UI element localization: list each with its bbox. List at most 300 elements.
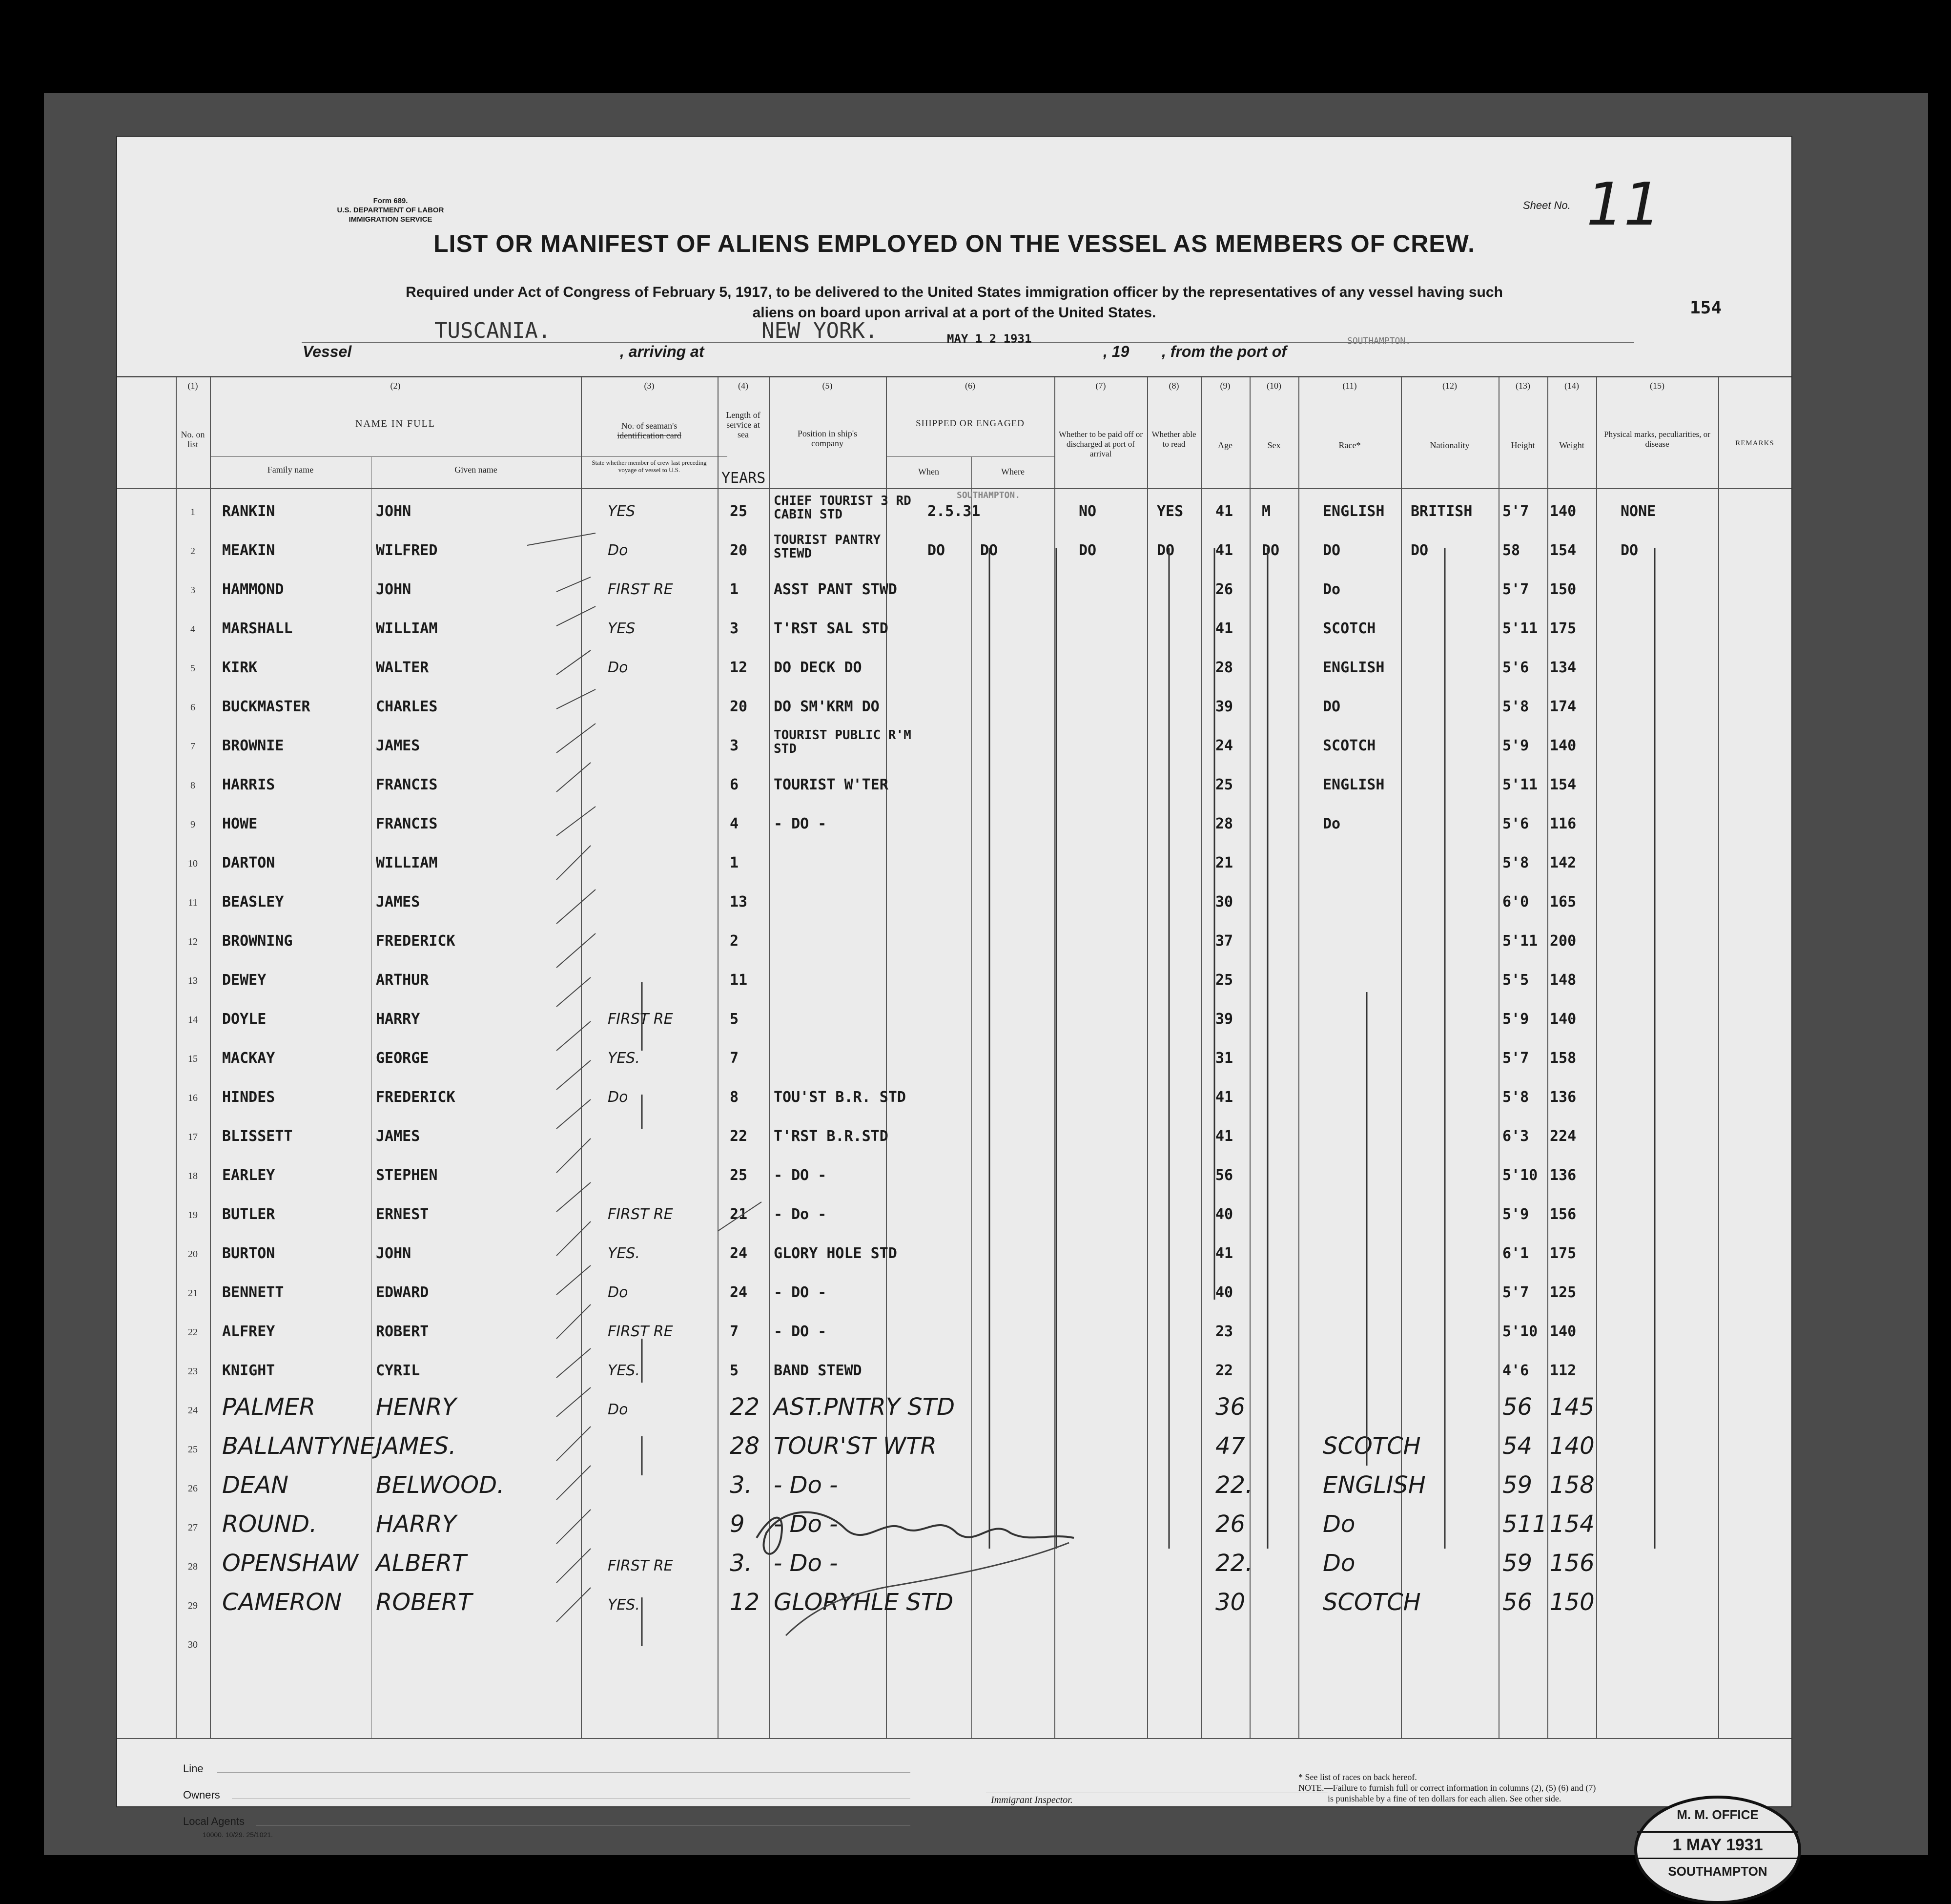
col-15-number: (15)	[1650, 381, 1664, 391]
col-7-number: (7)	[1095, 381, 1106, 391]
weight: 224	[1550, 1128, 1577, 1145]
position: - DO -	[774, 815, 827, 832]
position: - Do -	[774, 1550, 838, 1577]
race: ENGLISH	[1323, 1471, 1426, 1499]
row-number: 19	[188, 1210, 198, 1221]
row-number: 29	[188, 1600, 198, 1611]
col-13-number: (13)	[1516, 381, 1530, 391]
row-number: 6	[190, 702, 195, 713]
sex: DO	[1262, 542, 1280, 559]
position: - Do -	[774, 1511, 838, 1538]
row-number: 3	[190, 585, 195, 596]
position: T'RST B.R.STD	[774, 1128, 888, 1145]
height: 5'7	[1502, 581, 1529, 598]
given-name: HARRY	[376, 1511, 456, 1538]
position: CHIEF TOURIST 3 RD CABIN STD	[774, 494, 911, 522]
years-service: 4	[730, 815, 739, 832]
family-name: OPENSHAW	[222, 1550, 358, 1577]
sex: M	[1262, 503, 1271, 520]
inspector-label: Immigrant Inspector.	[991, 1795, 1073, 1805]
weight: 140	[1550, 737, 1577, 754]
col-11-number: (11)	[1342, 381, 1357, 391]
row-number: 14	[188, 1014, 198, 1025]
shipped-subheader-rule	[886, 456, 1054, 457]
years-service: 24	[730, 1245, 748, 1262]
arrival-date: MAY 1 2 1931	[947, 332, 1032, 346]
row-number: 11	[188, 897, 198, 908]
height: 56	[1502, 1393, 1533, 1421]
height: 6'3	[1502, 1128, 1529, 1145]
height: 5'11	[1502, 932, 1538, 950]
physical-marks: DO	[1621, 542, 1639, 559]
age: 25	[1215, 776, 1233, 793]
from-port-label: , from the port of	[1162, 343, 1287, 360]
position: DO SM'KRM DO	[774, 698, 880, 715]
age: 31	[1215, 1050, 1233, 1067]
stamp-bottom-text: SOUTHAMPTON	[1668, 1864, 1767, 1879]
given-name: FREDERICK	[376, 932, 455, 950]
family-name: HARRIS	[222, 776, 275, 793]
height: 5'6	[1502, 815, 1529, 832]
footer-owners-label: Owners	[183, 1789, 220, 1801]
race: DO	[1323, 542, 1341, 559]
weight: 140	[1550, 1323, 1577, 1340]
col-8-label: Whether able to read	[1151, 430, 1196, 449]
weight: 116	[1550, 815, 1577, 832]
race: SCOTCH	[1323, 620, 1376, 637]
position: TOU'ST B.R. STD	[774, 1089, 906, 1106]
given-name: JOHN	[376, 1245, 411, 1262]
col-12-label: Nationality	[1430, 440, 1470, 450]
age: 41	[1215, 542, 1233, 559]
row-number: 22	[188, 1327, 198, 1338]
years-service: 28	[730, 1432, 760, 1460]
row-number: 16	[188, 1093, 198, 1103]
given-name: FREDERICK	[376, 1089, 455, 1106]
weight: 158	[1550, 1050, 1577, 1067]
previous-voyage: YES.	[608, 1245, 640, 1262]
col-10-number: (10)	[1267, 381, 1281, 391]
age: 22.	[1215, 1550, 1253, 1577]
position: AST.PNTRY STD	[774, 1393, 955, 1421]
col-4-label: Length of service at sea	[726, 410, 760, 439]
height: 58	[1502, 542, 1520, 559]
given-name: WILLIAM	[376, 620, 438, 637]
previous-voyage: Do	[608, 659, 628, 676]
age: 28	[1215, 659, 1233, 676]
height: 5'6	[1502, 659, 1529, 676]
given-name: CYRIL	[376, 1362, 420, 1379]
row-number: 17	[188, 1132, 198, 1142]
given-name: HARRY	[376, 1011, 420, 1028]
age: 21	[1215, 854, 1233, 871]
given-name: ROBERT	[376, 1589, 472, 1616]
family-name: BROWNIE	[222, 737, 284, 754]
physical-marks: NONE	[1621, 503, 1656, 520]
years-service: 2	[730, 932, 739, 950]
given-name: HENRY	[376, 1393, 456, 1421]
family-name: HOWE	[222, 815, 258, 832]
weight: 150	[1550, 581, 1577, 598]
vessel-label: Vessel	[303, 343, 352, 360]
years-service: 1	[730, 581, 739, 598]
given-name: ALBERT	[376, 1550, 467, 1577]
height: 6'1	[1502, 1245, 1529, 1262]
previous-voyage: FIRST RE	[608, 1206, 673, 1223]
family-name: BENNETT	[222, 1284, 284, 1301]
col-3-note: State whether member of crew last preceding voyage of vessel to U.S.	[592, 459, 707, 474]
years-service: 24	[730, 1284, 748, 1301]
position: TOURIST PANTRY STEWD	[774, 533, 881, 561]
row-number: 27	[188, 1522, 198, 1533]
family-name: MARSHALL	[222, 620, 293, 637]
years-service: 20	[730, 542, 748, 559]
height: 56	[1502, 1589, 1533, 1616]
previous-voyage: FIRST RE	[608, 581, 673, 598]
weight: 148	[1550, 972, 1577, 989]
col-15-label: Physical marks, peculiarities, or disease	[1604, 430, 1710, 449]
stamp-top-text: M. M. OFFICE	[1677, 1807, 1759, 1822]
previous-voyage: FIRST RE	[608, 1323, 673, 1340]
weight: 140	[1550, 1011, 1577, 1028]
age: 23	[1215, 1323, 1233, 1340]
row-number: 13	[188, 975, 198, 986]
previous-voyage: Do	[608, 542, 628, 559]
position: TOURIST W'TER	[774, 776, 888, 793]
given-name: CHARLES	[376, 698, 438, 715]
footer-line-rule	[217, 1772, 910, 1773]
from-port: SOUTHAMPTON.	[1347, 336, 1411, 346]
given-name: JAMES	[376, 893, 420, 911]
col-10-label: Sex	[1267, 440, 1281, 450]
weight: 175	[1550, 620, 1577, 637]
years-service: 1	[730, 854, 739, 871]
given-name: JOHN	[376, 503, 411, 520]
years-service: 7	[730, 1323, 739, 1340]
col-3-label: No. of seaman's identification card	[617, 421, 681, 440]
age: 22	[1215, 1362, 1233, 1379]
row-number: 26	[188, 1483, 198, 1494]
given-name: FRANCIS	[376, 776, 438, 793]
years-service: 21	[730, 1206, 748, 1223]
years-service: 22	[730, 1128, 748, 1145]
row-number: 20	[188, 1249, 198, 1260]
position: - Do -	[774, 1206, 827, 1223]
row-number: 5	[190, 663, 195, 674]
family-name: KNIGHT	[222, 1362, 275, 1379]
row-number: 9	[190, 819, 195, 830]
years-service: 3	[730, 737, 739, 754]
shipped-where: DO	[980, 542, 998, 559]
previous-voyage: Do	[608, 1284, 628, 1301]
height: 5'5	[1502, 972, 1529, 989]
years-service: 3.	[730, 1550, 752, 1577]
weight: 145	[1550, 1393, 1595, 1421]
weight: 136	[1550, 1167, 1577, 1184]
position: DO DECK DO	[774, 659, 862, 676]
height: 5'11	[1502, 620, 1538, 637]
position: TOUR'ST WTR	[774, 1432, 937, 1460]
weight: 142	[1550, 854, 1577, 871]
form-number: Form 689.	[373, 197, 408, 205]
shipped-when: DO	[927, 542, 945, 559]
race: Do	[1323, 1511, 1355, 1538]
years-service: 11	[730, 972, 748, 989]
given-name: GEORGE	[376, 1050, 429, 1067]
position: BAND STEWD	[774, 1362, 862, 1379]
age: 26	[1215, 1511, 1246, 1538]
able-to-read: YES	[1157, 503, 1184, 520]
age: 41	[1215, 1128, 1233, 1145]
family-name: BEASLEY	[222, 893, 284, 911]
paid-off: NO	[1079, 503, 1097, 520]
years-service: 22	[730, 1393, 760, 1421]
age: 28	[1215, 815, 1233, 832]
family-name: BLISSETT	[222, 1128, 293, 1145]
family-name: DEAN	[222, 1471, 289, 1499]
previous-voyage: YES.	[608, 1596, 640, 1614]
position: - DO -	[774, 1323, 827, 1340]
position: - DO -	[774, 1167, 827, 1184]
position: GLORYHLE STD	[774, 1589, 954, 1616]
family-name: MACKAY	[222, 1050, 275, 1067]
height: 5'10	[1502, 1167, 1538, 1184]
department-name: U.S. DEPARTMENT OF LABOR	[337, 206, 444, 214]
given-name: ROBERT	[376, 1323, 429, 1340]
family-name: ROUND.	[222, 1511, 317, 1538]
years-service: 12	[730, 1589, 760, 1616]
nationality: BRITISH	[1411, 503, 1473, 520]
page-title: LIST OR MANIFEST OF ALIENS EMPLOYED ON THE VESSEL AS MEMBERS OF CREW.	[433, 230, 1475, 257]
age: 41	[1215, 620, 1233, 637]
given-name: WILLIAM	[376, 854, 438, 871]
weight: 165	[1550, 893, 1577, 911]
family-name: DARTON	[222, 854, 275, 871]
years-service: 20	[730, 698, 748, 715]
family-name: MEAKIN	[222, 542, 275, 559]
age: 24	[1215, 737, 1233, 754]
previous-voyage: YES.	[608, 1362, 640, 1379]
given-name: ERNEST	[376, 1206, 429, 1223]
table-top-rule	[117, 376, 1791, 377]
race: Do	[1323, 1550, 1355, 1577]
row-number: 25	[188, 1444, 198, 1455]
family-name: CAMERON	[222, 1589, 342, 1616]
height: 5'8	[1502, 854, 1529, 871]
position: - DO -	[774, 1284, 827, 1301]
previous-voyage: Do	[608, 1089, 628, 1106]
years-service: 5	[730, 1362, 739, 1379]
inspector-signature	[727, 1465, 1128, 1655]
height: 5'9	[1502, 1206, 1529, 1223]
sheet-label: Sheet No.	[1523, 199, 1571, 211]
col-remarks-label: REMARKS	[1735, 439, 1774, 447]
col-2-number: (2)	[390, 381, 401, 391]
weight: 174	[1550, 698, 1577, 715]
age: 41	[1215, 1089, 1233, 1106]
years-service: 3.	[730, 1471, 752, 1499]
row-number: 4	[190, 624, 195, 635]
col-11-label: Race*	[1338, 440, 1361, 450]
race: ENGLISH	[1323, 776, 1385, 793]
height: 54	[1502, 1432, 1533, 1460]
height: 5'7	[1502, 1284, 1529, 1301]
given-name: BELWOOD.	[376, 1471, 505, 1499]
manifest-sheet	[117, 137, 1791, 1879]
years-service: 13	[730, 893, 748, 911]
age: 37	[1215, 932, 1233, 950]
row-number: 30	[188, 1639, 198, 1650]
years-service: 7	[730, 1050, 739, 1067]
previous-voyage: FIRST RE	[608, 1011, 673, 1028]
shipped-where: SOUTHAMPTON.	[957, 490, 1021, 500]
age: 39	[1215, 698, 1233, 715]
weight: 140	[1550, 1432, 1595, 1460]
weight: 150	[1550, 1589, 1595, 1616]
row-number: 2	[190, 546, 195, 557]
race: SCOTCH	[1323, 1589, 1421, 1616]
page-number: 154	[1690, 298, 1722, 318]
age: 36	[1215, 1393, 1246, 1421]
year-label: , 19	[1103, 343, 1130, 360]
row-number: 18	[188, 1171, 198, 1181]
family-name: BURTON	[222, 1245, 275, 1262]
family-name: BUTLER	[222, 1206, 275, 1223]
position: GLORY HOLE STD	[774, 1245, 897, 1262]
shipped-when: 2.5.31	[927, 503, 981, 520]
age: 30	[1215, 1589, 1246, 1616]
form-header	[327, 196, 454, 224]
position: - Do -	[774, 1471, 838, 1499]
height: 5'8	[1502, 698, 1529, 715]
row-number: 1	[190, 507, 195, 517]
given-name: ARTHUR	[376, 972, 429, 989]
col-12-number: (12)	[1442, 381, 1457, 391]
weight: 158	[1550, 1471, 1595, 1499]
height: 59	[1502, 1471, 1533, 1499]
family-name: ALFREY	[222, 1323, 275, 1340]
previous-voyage: YES	[608, 620, 636, 637]
previous-voyage: YES	[608, 503, 636, 520]
race: ENGLISH	[1323, 503, 1385, 520]
subtitle-line-1: Required under Act of Congress of February 5, 1917, to be delivered to the United States immigration officer by the representatives of any vessel having such	[406, 284, 1503, 300]
height: 4'6	[1502, 1362, 1529, 1379]
table-bottom-rule	[117, 1738, 1791, 1739]
family-name: PALMER	[222, 1393, 316, 1421]
weight: 175	[1550, 1245, 1577, 1262]
row-number: 23	[188, 1366, 198, 1377]
weight: 125	[1550, 1284, 1577, 1301]
family-name: BALLANTYNE	[222, 1432, 375, 1460]
weight: 156	[1550, 1206, 1577, 1223]
footer-line-label: Line	[183, 1762, 204, 1775]
weight: 156	[1550, 1550, 1595, 1577]
position: TOURIST PUBLIC R'M STD	[774, 728, 911, 756]
subtitle-line-2: aliens on board upon arrival at a port of the United States.	[752, 305, 1156, 321]
col-14-number: (14)	[1564, 381, 1579, 391]
col-5-number: (5)	[822, 381, 833, 391]
given-name: WILFRED	[376, 542, 438, 559]
years-service: 25	[730, 503, 748, 520]
race: ENGLISH	[1323, 659, 1385, 676]
col-13-label: Height	[1511, 440, 1535, 450]
service-name: IMMIGRATION SERVICE	[349, 215, 432, 224]
arriving-port: NEW YORK.	[761, 318, 878, 343]
print-code: 10000. 10/29. 25/1021.	[203, 1831, 273, 1839]
years-service: 12	[730, 659, 748, 676]
row-number: 12	[188, 936, 198, 947]
height: 5'8	[1502, 1089, 1529, 1106]
age: 41	[1215, 503, 1233, 520]
family-name: DEWEY	[222, 972, 267, 989]
col-9-number: (9)	[1220, 381, 1231, 391]
given-name: STEPHEN	[376, 1167, 438, 1184]
weight: 140	[1550, 503, 1577, 520]
age: 39	[1215, 1011, 1233, 1028]
weight: 154	[1550, 542, 1577, 559]
years-service: 6	[730, 776, 739, 793]
given-name: JAMES	[376, 737, 420, 754]
row-number: 15	[188, 1054, 198, 1064]
paid-off: DO	[1079, 542, 1097, 559]
years-service: 5	[730, 1011, 739, 1028]
race: SCOTCH	[1323, 737, 1376, 754]
row-number: 10	[188, 858, 198, 869]
years-service: 8	[730, 1089, 739, 1106]
arriving-label: , arriving at	[620, 343, 704, 360]
vessel-name: TUSCANIA.	[434, 318, 551, 343]
weight: 134	[1550, 659, 1577, 676]
given-name: WALTER	[376, 659, 429, 676]
col-6-where-sub: Where	[1001, 467, 1025, 476]
previous-voyage: FIRST RE	[608, 1557, 673, 1574]
height: 5'7	[1502, 1050, 1529, 1067]
years-service: 9	[730, 1511, 745, 1538]
position: ASST PANT STWD	[774, 581, 897, 598]
age: 22.	[1215, 1471, 1253, 1499]
given-name: JAMES.	[376, 1432, 456, 1460]
given-name: JOHN	[376, 581, 411, 598]
age: 47	[1215, 1432, 1246, 1460]
row-number: 7	[190, 741, 195, 752]
col-8-number: (8)	[1169, 381, 1179, 391]
height: 5'9	[1502, 737, 1529, 754]
row-number: 8	[190, 780, 195, 791]
name-subheader-rule	[210, 456, 727, 457]
race: Do	[1323, 581, 1341, 598]
col-7-label: Whether to be paid off or discharged at port of arrival	[1059, 430, 1143, 458]
previous-voyage: Do	[608, 1401, 628, 1418]
row-number: 24	[188, 1405, 198, 1416]
given-name: EDWARD	[376, 1284, 429, 1301]
height: 5'10	[1502, 1323, 1538, 1340]
position: T'RST SAL STD	[774, 620, 888, 637]
col-2-label: NAME IN FULL	[355, 418, 435, 429]
age: 25	[1215, 972, 1233, 989]
height: 511	[1502, 1511, 1547, 1538]
col-2-family-sub: Family name	[267, 465, 314, 475]
height: 6'0	[1502, 893, 1529, 911]
stamp-date: 1 MAY 1931	[1637, 1831, 1798, 1859]
row-number: 28	[188, 1561, 198, 1572]
footer-note-fine-1: NOTE.—Failure to furnish full or correct information in columns (2), (5) (6) and (7)	[1298, 1783, 1596, 1793]
col-6-label: SHIPPED OR ENGAGED	[916, 418, 1025, 429]
weight: 112	[1550, 1362, 1577, 1379]
age: 41	[1215, 1245, 1233, 1262]
family-name: KIRK	[222, 659, 258, 676]
weight: 136	[1550, 1089, 1577, 1106]
years-service: 3	[730, 620, 739, 637]
